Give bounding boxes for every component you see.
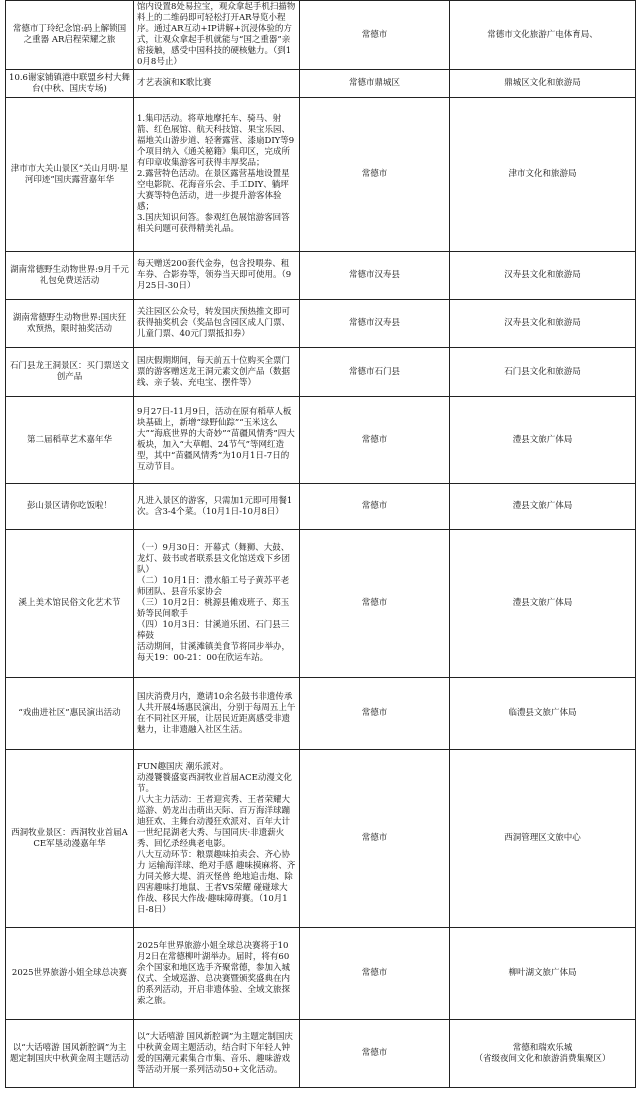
activity-location: 常德市汉寿县 bbox=[300, 300, 450, 348]
activity-name: 2025世界旅游小姐全球总决赛 bbox=[6, 928, 134, 1020]
activity-organizer: 常德和瑞欢乐城 （省级夜间文化和旅游消费集聚区） bbox=[450, 1020, 636, 1088]
activity-description: 馆内设置8处易拉宝，观众拿起手机扫描物料上的二维码即可轻松打开AR导览小程序。通过AR互动+IP讲解+沉浸体验的方式，让观众拿起手机就能与“国之重器”亲密接触，感受中国科技的硬核魅力。（到10月8号止） bbox=[134, 1, 300, 70]
activity-name: 10.6谢家铺镇港中联盟乡村大舞台(中秋、国庆专场) bbox=[6, 70, 134, 98]
activity-location: 常德市 bbox=[300, 928, 450, 1020]
activity-name: 第二届稻草艺术嘉年华 bbox=[6, 397, 134, 484]
activity-description: 凡进入景区的游客，只需加1元即可用餐1次。含3-4个菜。（10月1日-10月8日） bbox=[134, 484, 300, 530]
table-row bbox=[6, 1, 636, 70]
activity-name: “戏曲进社区”惠民演出活动 bbox=[6, 678, 134, 750]
activity-organizer: 鼎城区文化和旅游局 bbox=[450, 70, 636, 98]
activity-description: 2025年世界旅游小姐全球总决赛将于10月2日在常德柳叶湖举办。届时，将有60余个国家和地区选手齐聚常德，参加入城仪式、全域巡游、总决赛暨颁奖盛典在内的系列活动，开启非遗体验、全域文旅探索之旅。 bbox=[134, 928, 300, 1020]
activity-organizer: 常德市文化旅游广电体育局、 bbox=[450, 1, 636, 70]
activity-name: 湖南常德野生动物世界:国庆狂欢预热，限时抽奖活动 bbox=[6, 300, 134, 348]
activity-description: 9月27日-11月9日，活动在原有稻草人板块基础上，新增“绿野仙踪”“玉米这么大”“海底世界的大奇妙”“苗疆风情秀”四大板块，加入“大草帽、24节气”等网红造型，其中“苗疆风情秀”为10月1日-7日的互动节目。 bbox=[134, 397, 300, 484]
activity-location: 常德市 bbox=[300, 678, 450, 750]
activity-location: 常德市鼎城区 bbox=[300, 70, 450, 98]
activity-name: 以“大话嘻游 国风新腔调”为主题定制国庆中秋黄金周主题活动 bbox=[6, 1020, 134, 1088]
activity-description: （一）9月30日：开幕式（舞狮、大鼓、龙灯、鼓书或者联系县文化馆送戏下乡团队） （二）10月1日：澧水船工号子黄苏平老师团队、县音乐家协会 （三）10月2日：桃源县傩戏班子、郑玉娇等民间歌手 （四）10月3日：甘溪道乐团、石门县三棒鼓 活动期间，甘溪滩镇美食节将同步举办，每天19：00-21：00在欣运车站。 bbox=[134, 530, 300, 678]
activity-description: 国庆消费月内，邀请10余名鼓书非遗传承人共开展4场惠民演出，分别于每周五上午在不同社区开展，让居民近距离感受非遗魅力，让非遗融入社区生活。 bbox=[134, 678, 300, 750]
activity-description: FUN趣国庆 潮乐派对。 动漫饕餮盛宴西洞牧业首届ACE动漫文化节。 八大主力活动：王者迎宾秀、王者荣耀大巡游、奶龙出击萌出天际、百万海洋球蹦迪狂欢、主舞台动漫狂欢派对、百年大计一世纪昆湖老大秀、与国同庆·非遗薪火秀、回忆杀经典老电影。 八大互动环节：粮票趣味拍卖会、齐心协力 运输海洋球、绝对手感 趣味摸麻将、齐力同关修大堤、消灭怪兽 绝地追击炮、除四害趣味打地鼠、王者VS荣耀 碰碰球大作战、移民大作战·趣味障碍赛。（10月1日-8日） bbox=[134, 750, 300, 928]
activity-organizer: 柳叶湖文旅广体局 bbox=[450, 928, 636, 1020]
activities-table-body bbox=[6, 1, 636, 1088]
table-row bbox=[6, 484, 636, 530]
table-row bbox=[6, 750, 636, 928]
activity-location: 常德市 bbox=[300, 1020, 450, 1088]
activity-description: 1.集印活动。将草地摩托车、骑马、射箭、红色展馆、航天科技馆、果宝乐园、福地关山游步道、轻奢露营、漆扇DIY等9个项目纳入《通关秘籍》集印区，完成所有印章收集游客可获得丰厚奖品； 2.露营特色活动。在景区露营基地设置星空电影院、花海音乐会、手工DIY、躺坪大赛等特色活动，进一步提升游客体验感； 3.国庆知识问答。参观红色展馆游客回答相关问题可获得精美礼品。 bbox=[134, 98, 300, 252]
activity-name: 常德市丁玲纪念馆:码上解锁国之重器 AR启程荣耀之旅 bbox=[6, 1, 134, 70]
table-row bbox=[6, 530, 636, 678]
activity-organizer: 澧县文旅广体局 bbox=[450, 530, 636, 678]
activity-name: 湖南常德野生动物世界:9月千元礼包免费送活动 bbox=[6, 252, 134, 300]
activity-organizer: 汉寿县文化和旅游局 bbox=[450, 300, 636, 348]
activity-name: 津市市大关山景区“关山月明·星河印迹”国庆露营嘉年华 bbox=[6, 98, 134, 252]
activity-location: 常德市 bbox=[300, 750, 450, 928]
table-row bbox=[6, 70, 636, 98]
table-row bbox=[6, 678, 636, 750]
activity-location: 常德市 bbox=[300, 98, 450, 252]
activity-organizer: 津市文化和旅游局 bbox=[450, 98, 636, 252]
table-row bbox=[6, 397, 636, 484]
activity-description: 每天赠送200套代金券，包含投喂券、租车券、合影券等，领券当天即可使用。（9月25日-30日） bbox=[134, 252, 300, 300]
activity-organizer: 临澧县文旅广体局 bbox=[450, 678, 636, 750]
activity-description: 关注园区公众号，转发国庆预热推文即可获得抽奖机会（奖品包含园区成人门票、儿童门票、40元门票抵扣券） bbox=[134, 300, 300, 348]
table-row bbox=[6, 252, 636, 300]
activity-description: 以“大话嘻游 国风新腔调”为主题定制国庆中秋黄金周主题活动，结合时下年轻人钟爱的国潮元素集合市集、音乐、趣味游戏等活动开展一系列活动50+文化活动。 bbox=[134, 1020, 300, 1088]
table-row bbox=[6, 300, 636, 348]
activity-organizer: 石门县文化和旅游局 bbox=[450, 348, 636, 397]
activity-location: 常德市 bbox=[300, 1, 450, 70]
activity-location: 常德市 bbox=[300, 397, 450, 484]
activity-organizer: 汉寿县文化和旅游局 bbox=[450, 252, 636, 300]
table-row bbox=[6, 928, 636, 1020]
activity-location: 常德市石门县 bbox=[300, 348, 450, 397]
activity-name: 彭山景区请你吃饭啦！ bbox=[6, 484, 134, 530]
activity-name: 石门县龙王洞景区：买门票送文创产品 bbox=[6, 348, 134, 397]
activity-organizer: 西洞管理区文旅中心 bbox=[450, 750, 636, 928]
activity-description: 才艺表演和K歌比赛 bbox=[134, 70, 300, 98]
table-row bbox=[6, 1020, 636, 1088]
activity-location: 常德市 bbox=[300, 530, 450, 678]
activity-organizer: 澧县文旅广体局 bbox=[450, 484, 636, 530]
table-row bbox=[6, 348, 636, 397]
activities-table bbox=[5, 0, 636, 1088]
activity-description: 国庆假期期间，每天前五十位购买全票门票的游客赠送龙王洞元素文创产品（数据线、亲子装、充电宝、摆件等） bbox=[134, 348, 300, 397]
activity-name: 西洞牧业景区：西洞牧业首届ACE军垦动漫嘉年华 bbox=[6, 750, 134, 928]
table-row bbox=[6, 98, 636, 252]
activity-name: 溪上美术馆民俗文化艺术节 bbox=[6, 530, 134, 678]
activity-location: 常德市汉寿县 bbox=[300, 252, 450, 300]
activity-location: 常德市 bbox=[300, 484, 450, 530]
activity-organizer: 澧县文旅广体局 bbox=[450, 397, 636, 484]
